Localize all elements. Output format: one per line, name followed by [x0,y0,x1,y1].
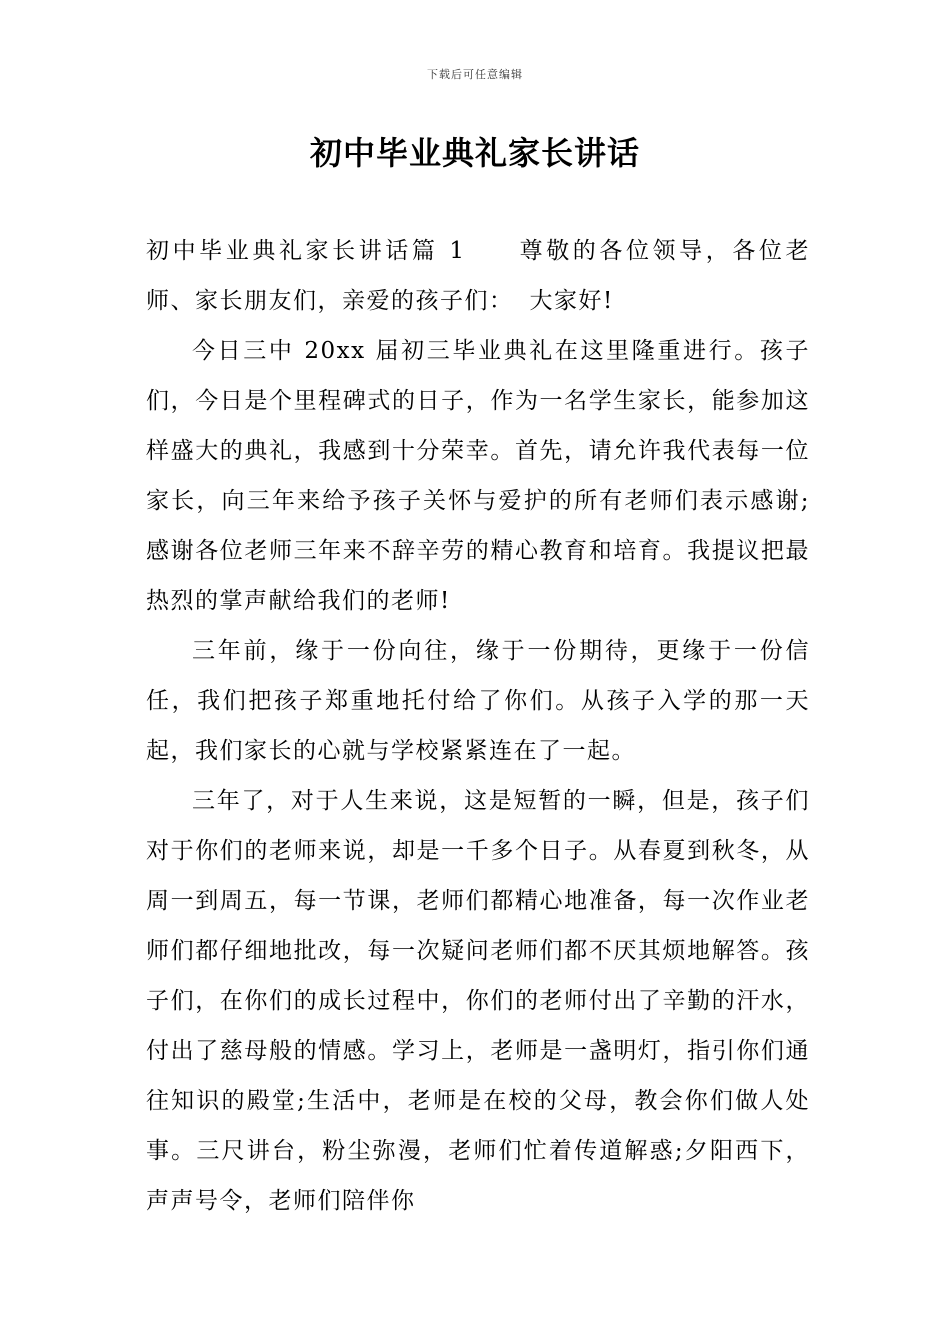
body-paragraph-3: 三年了，对于人生来说，这是短暂的一瞬，但是，孩子们对于你们的老师来说，却是一千多个日子。从春夏到秋冬，从周一到周五，每一节课，老师们都精心地准备，每一次作业老师们都仔细地批改，每一次疑问老师们都不厌其烦地解答。孩子们，在你们的成长过程中，你们的老师付出了辛勤的汗水，付出了慈母般的情感。学习上，老师是一盏明灯，指引你们通往知识的殿堂;生活中，老师是在校的父母，教会你们做人处事。三尺讲台，粉尘弥漫，老师们忙着传道解惑;夕阳西下，声声号令，老师们陪伴你 [146,788,810,1214]
document-title: 初中毕业典礼家长讲话 [309,134,640,172]
hello-text: 大家好! [529,288,614,314]
intro-paragraph [146,226,810,326]
document-body [146,226,810,1226]
greeting-text: 尊敬的各位领导，各位老师、家长朋友们，亲爱的孩子们： [146,238,810,314]
body-paragraph-2: 三年前，缘于一份向往，缘于一份期待，更缘于一份信任，我们把孩子郑重地托付给了你们。从孩子入学的那一天起，我们家长的心就与学校紧紧连在了一起。 [146,638,810,764]
header-note: 下载后可任意编辑 [427,68,523,81]
section-heading: 初中毕业典礼家长讲话篇 1 [146,238,466,264]
body-paragraph-1: 今日三中 20xx 届初三毕业典礼在这里隆重进行。孩子们，今日是个里程碑式的日子，作为一名学生家长，能参加这样盛大的典礼，我感到十分荣幸。首先，请允许我代表每一位家长，向三年来给予孩子关怀与爱护的所有老师们表示感谢;感谢各位老师三年来不辞辛劳的精心教育和培育。我提议把最热烈的掌声献给我们的老师! [146,338,810,614]
